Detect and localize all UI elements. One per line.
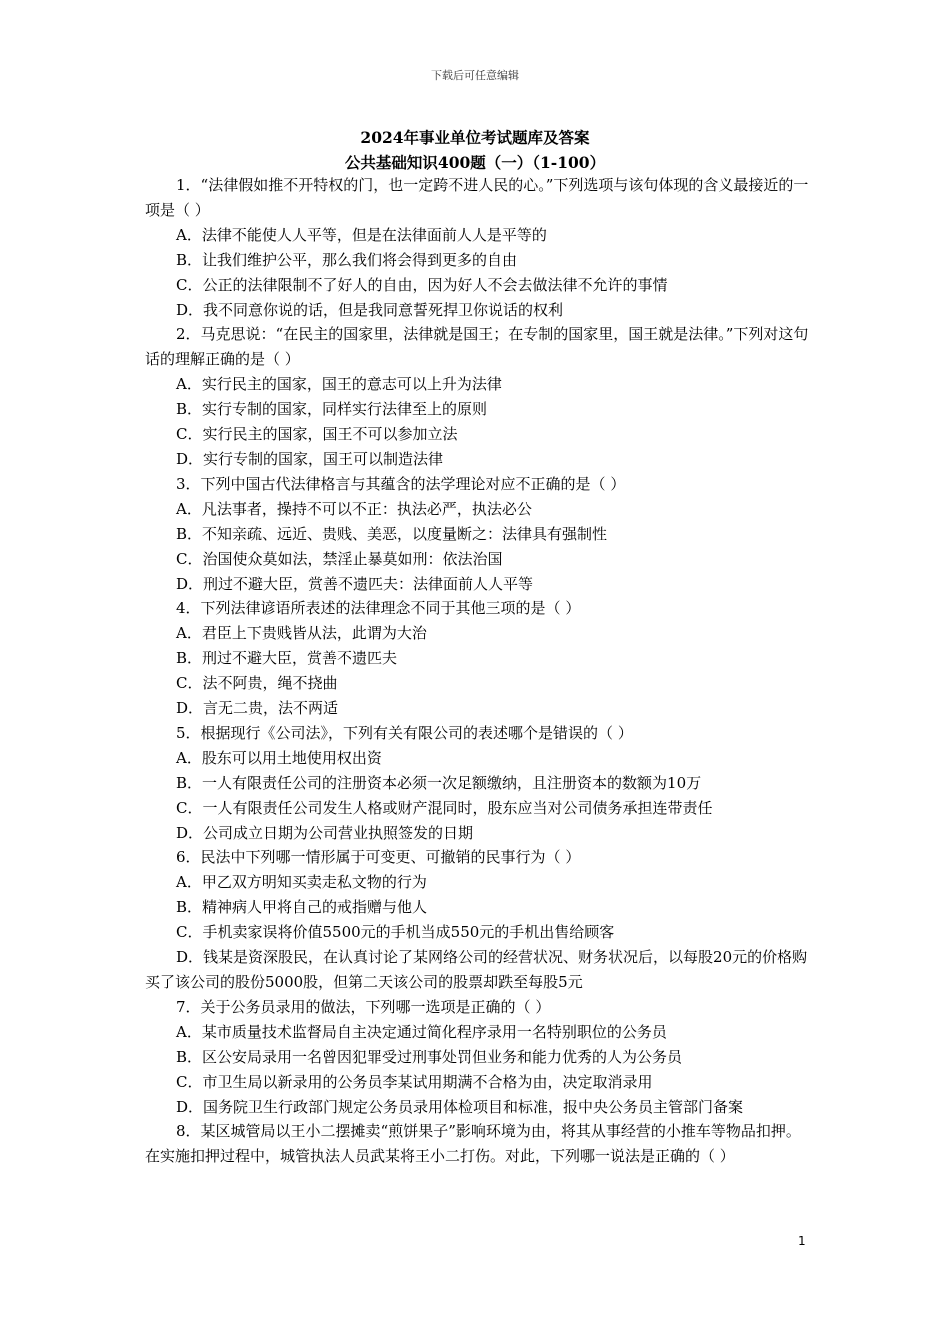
question-list [145,173,809,1169]
question-text: D．钱某是资深股民，在认真讨论了某网络公司的经营状况、财务状况后，以每股20元的价格购买了该公司的股份5000股，但第二天该公司的股票却跌至每股5元 [145,948,808,991]
answer-option: C．市卫生局以新录用的公务员李某试用期满不合格为由，决定取消录用 [176,1072,653,1091]
answer-option: A．法律不能使人人平等，但是在法律面前人人是平等的 [176,225,547,244]
question-text: 5．根据现行《公司法》，下列有关有限公司的表述哪个是错误的（ ） [176,723,633,742]
question-text: 3．下列中国古代法律格言与其蕴含的法学理论对应不正确的是（ ） [176,474,626,493]
question-text: 1．“法律假如推不开特权的门，也一定跨不进人民的心。”下列选项与该句体现的含义最接近的一项是（ ） [145,176,809,219]
answer-option: C．公正的法律限制不了好人的自由，因为好人不会去做法律不允许的事情 [176,275,668,294]
answer-option: D．公司成立日期为公司营业执照签发的日期 [176,823,474,842]
question-text: 6．民法中下列哪一情形属于可变更、可撤销的民事行为（ ） [176,848,581,867]
document-subtitle: 公共基础知识400题（一）（1-100） [344,153,606,172]
question-text: 8．某区城管局以王小二摆摊卖“煎饼果子”影响环境为由，将其从事经营的小推车等物品扣押。在实施扣押过程中，城管执法人员武某将王小二打伤。对此，下列哪一说法是正确的（ ） [145,1122,801,1166]
answer-option: D．刑过不避大臣，赏善不遗匹夫：法律面前人人平等 [176,574,534,593]
answer-option: D．言无二贵，法不两适 [176,699,339,718]
answer-option: C．法不阿贵，绳不挠曲 [176,674,338,693]
title-block [0,125,950,175]
answer-option: B．实行专制的国家，同样实行法律至上的原则 [176,400,488,419]
answer-option: B．让我们维护公平，那么我们将会得到更多的自由 [176,250,518,269]
page-number: 1 [798,1234,806,1248]
answer-option: B．刑过不避大臣，赏善不遗匹夫 [176,649,398,668]
answer-option: B．精神病人甲将自己的戒指赠与他人 [176,898,428,917]
question-text: 2．马克思说：“在民主的国家里，法律就是国王；在专制的国家里，国王就是法律。”下列对这句话的理解正确的是（ ） [145,325,809,369]
answer-option: D．我不同意你说的话，但是我同意誓死捍卫你说话的权利 [176,300,564,319]
answer-option: A．甲乙双方明知买卖走私文物的行为 [176,873,427,892]
answer-option: B．不知亲疏、远近、贵贱、美恶，以度量断之：法律具有强制性 [176,524,608,543]
question-text: 4．下列法律谚语所表述的法律理念不同于其他三项的是（ ） [176,599,581,618]
question-text: 7．关于公务员录用的做法，下列哪一选项是正确的（ ） [176,997,551,1016]
page-header-note: 下载后可任意编辑 [431,69,519,82]
question-text: D．国务院卫生行政部门规定公务员录用体检项目和标准，报中央公务员主管部门备案 [176,1097,744,1116]
answer-option: C．实行民主的国家，国王不可以参加立法 [176,425,458,444]
answer-option: D．实行专制的国家，国王可以制造法律 [176,449,444,468]
answer-option: C．手机卖家误将价值5500元的手机当成550元的手机出售给顾客 [176,923,615,942]
document-title: 2024年事业单位考试题库及答案 [360,128,590,147]
answer-option: A．凡法事者，操持不可以不正：执法必严，执法必公 [176,499,532,518]
answer-option: A．股东可以用土地使用权出资 [176,748,382,767]
answer-option: B．区公安局录用一名曾因犯罪受过刑事处罚但业务和能力优秀的人为公务员 [176,1047,683,1066]
answer-option: C．治国使众莫如法，禁淫止暴莫如刑：依法治国 [176,549,503,568]
answer-option: C．一人有限责任公司发生人格或财产混同时，股东应当对公司债务承担连带责任 [176,798,713,817]
answer-option: A．实行民主的国家，国王的意志可以上升为法律 [176,375,502,394]
answer-option: A．某市质量技术监督局自主决定通过简化程序录用一名特别职位的公务员 [176,1022,667,1041]
answer-option: B．一人有限责任公司的注册资本必须一次足额缴纳，且注册资本的数额为10万 [176,773,702,792]
answer-option: A．君臣上下贵贱皆从法，此谓为大治 [176,624,427,643]
